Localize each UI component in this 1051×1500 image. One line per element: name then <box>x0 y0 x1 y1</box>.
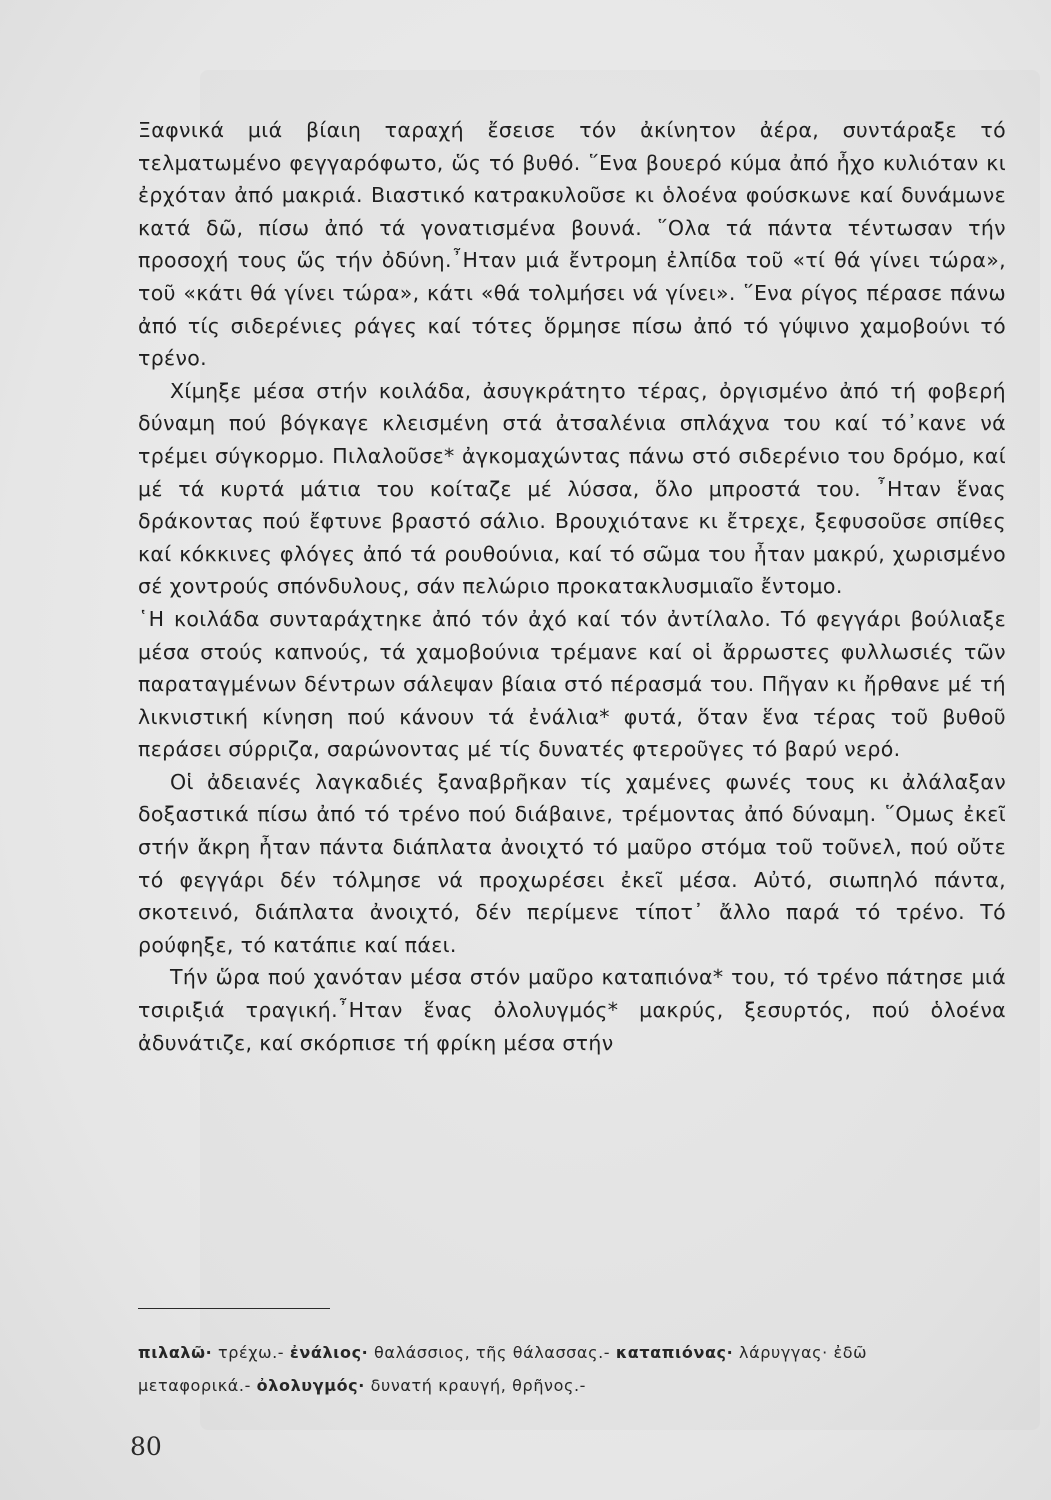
footnote-definition: δυνατή κραυγή, θρῆνος.- <box>364 1376 587 1395</box>
footnote-term: πιλαλῶ· <box>138 1343 213 1362</box>
paragraph: Οἱ ἀδειανές λαγκαδιές ξαναβρῆκαν τίς χαμένες φωνές τους κι ἀλάλαξαν δοξαστικά πίσω ἀπό τό τρένο πού διάβαινε, τρέμοντας ἀπό δύναμη. ῞Ομως ἐκεῖ στήν ἄκρη ἦταν πάντα διάπλατα ἀνοιχτό τό μαῦρο στόμα τοῦ τοῦνελ, πού οὔτε τό φεγγάρι δέν τόλμησε νά προχωρέσει ἐκεῖ μέσα. Αὐτό, σιωπηλό πάντα, σκοτεινό, διάπλατα ἀνοιχτό, δέν περίμενε τίποτ᾽ ἄλλο παρά τό τρένο. Τό ρούφηξε, τό κατάπιε καί πάει. <box>138 769 1006 957</box>
paragraph: ῾Η κοιλάδα συνταράχτηκε ἀπό τόν ἀχό καί τόν ἀντίλαλο. Τό φεγγάρι βούλιαξε μέσα στούς καπνούς, τά χαμοβούνια τρέμανε καί οἱ ἄρρωστες φυλλωσιές τῶν παραταγμένων δέντρων σάλεψαν βίαια στό πέρασμά του. Πῆγαν κι ἤρθανε μέ τή λικνιστική κίνηση πού κάνουν τά ἐνάλια* φυτά, ὅταν ἕνα τέρας τοῦ βυθοῦ περάσει σύρριζα, σαρώνοντας μέ τίς δυνατές φτεροῦγες τό βαρύ νερό. <box>138 606 1006 762</box>
footnote-line <box>138 1369 1018 1402</box>
footnote-separator <box>138 1308 330 1309</box>
footnote-definition: θαλάσσιος, τῆς θάλασσας.- <box>368 1343 616 1362</box>
body-text <box>138 114 1006 1059</box>
footnotes <box>138 1336 1018 1402</box>
footnote-line <box>138 1336 1018 1369</box>
footnote-definition: τρέχω.- <box>212 1343 290 1362</box>
footnote-definition: λάρυγγας· ἐδῶ <box>733 1343 868 1362</box>
footnote-term: ἐνάλιος· <box>289 1343 369 1362</box>
page-number: 80 <box>130 1432 162 1461</box>
paragraph: Ξαφνικά μιά βίαιη ταραχή ἔσεισε τόν ἀκίνητον ἀέρα, συντάραξε τό τελματωμένο φεγγαρόφωτο, ὥς τό βυθό. ῞Ενα βουερό κύμα ἀπό ἦχο κυλιόταν κι ἐρχόταν ἀπό μακριά. Βιαστικό κατρακυλοῦσε κι ὁλοένα φούσκωνε καί δυνάμωνε κατά δῶ, πίσω ἀπό τά γονατισμένα βουνά. ῞Ολα τά πάντα τέντωσαν τήν προσοχή τους ὥς τήν ὀδύνη.῏Ηταν μιά ἔντρομη ἐλπίδα τοῦ «τί θά γίνει τώρα», τοῦ «κάτι θά γίνει τώρα», κάτι «θά τολμήσει νά γίνει». ῞Ενα ρίγος πέρασε πάνω ἀπό τίς σιδερένιες ράγες καί τότες ὅρμησε πίσω ἀπό τό γύψινο χαμοβούνι τό τρένο. <box>138 118 1006 371</box>
paragraph: Χίμηξε μέσα στήν κοιλάδα, ἀσυγκράτητο τέρας, ὀργισμένο ἀπό τή φοβερή δύναμη πού βόγκαγε κλεισμένη στά ἀτσαλένια σπλάχνα του καί τό᾽κανε νά τρέμει σύγκορμο. Πιλαλοῦσε* ἀγκομαχώντας πάνω στό σιδερένιο του δρόμο, καί μέ τά κυρτά μάτια του κοίταζε μέ λύσσα, ὅλο μπροστά του. ῏Ηταν ἕνας δράκοντας πού ἔφτυνε βραστό σάλιο. Βρουχιότανε κι ἔτρεχε, ξεφυσοῦσε σπίθες καί κόκκινες φλόγες ἀπό τά ρουθούνια, καί τό σῶμα του ἦταν μακρύ, χωρισμένο σέ χοντρούς σπόνδυλους, σάν πελώριο προκατακλυσμιαῖο ἔντομο. <box>138 378 1006 599</box>
paragraph: Τήν ὥρα πού χανόταν μέσα στόν μαῦρο καταπιόνα* του, τό τρένο πάτησε μιά τσιριξιά τραγική.῏Ηταν ἕνας ὀλολυγμός* μακρύς, ξεσυρτός, πού ὁλοένα ἀδυνάτιζε, καί σκόρπισε τή φρίκη μέσα στήν <box>138 965 1006 1055</box>
footnote-term: καταπιόνας· <box>615 1343 734 1362</box>
footnote-definition: μεταφορικά.- <box>138 1376 257 1395</box>
footnote-term: ὀλολυγμός· <box>256 1376 365 1395</box>
